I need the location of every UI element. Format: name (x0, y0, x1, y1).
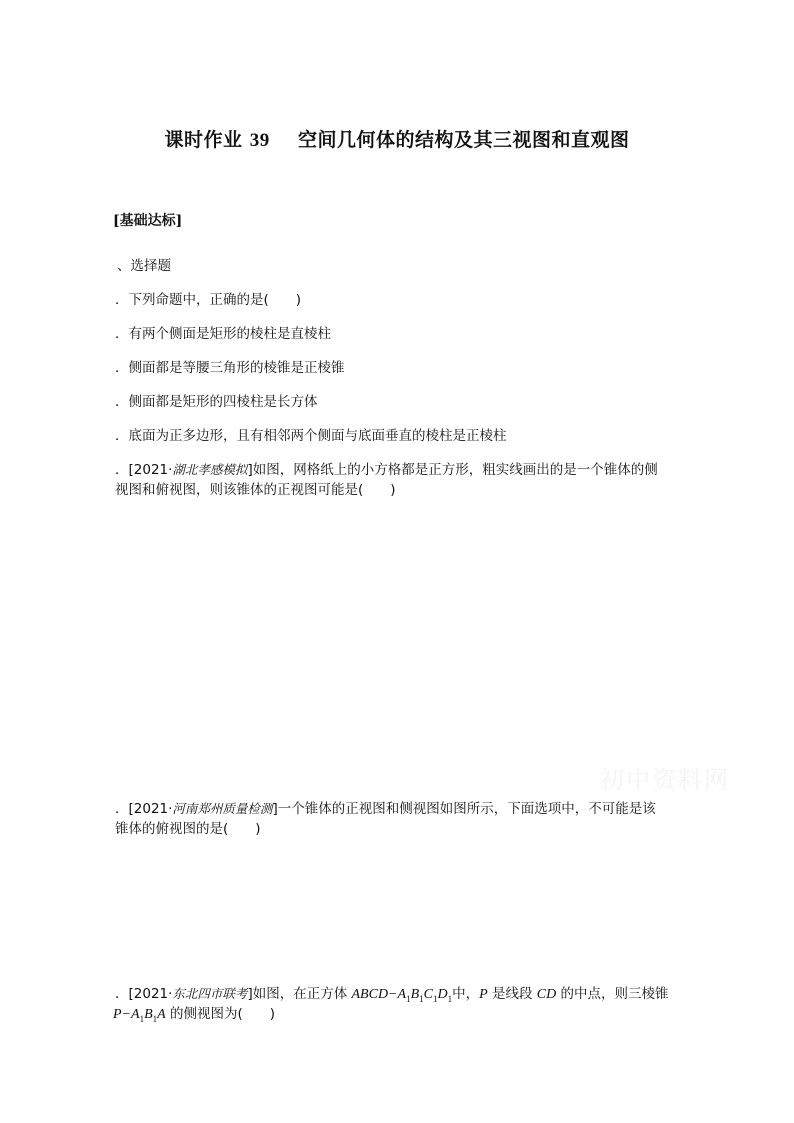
question-2-text-1: ]如图，网格纸上的小方格都是正方形，粗实线画出的是一个锥体的侧 (247, 462, 658, 478)
question-3-line-1 (115, 799, 656, 819)
question-2-line-1 (115, 460, 658, 480)
subsection-heading: 、选择题 (117, 258, 171, 274)
question-2-line-2: 视图和俯视图，则该锥体的正视图可能是( ) (115, 482, 396, 498)
question-1-option-b: ．侧面都是等腰三角形的棱锥是正棱锥 (115, 360, 345, 376)
question-3-text-1: ]一个锥体的正视图和侧视图如图所示，下面选项中，不可能是该 (272, 801, 656, 817)
question-1-option-c: ．侧面都是矩形的四棱柱是长方体 (115, 394, 318, 410)
segment-cd: CD (536, 987, 557, 1002)
section-heading: [基础达标] (113, 213, 183, 229)
question-4-source: 东北四市联考 (172, 986, 248, 1001)
question-1-stem: ．下列命题中，正确的是( ) (115, 292, 302, 308)
question-3-source: 河南郑州质量检测 (172, 801, 273, 816)
page-title (0, 125, 794, 152)
point-p: P (479, 987, 488, 1002)
cube-label: $ABCD-A_1B_1C_1D_1$ (351, 987, 453, 1004)
title-number: 39 (249, 130, 270, 151)
pyramid-label: $P-A_1B_1A$ (113, 1007, 166, 1024)
title-text: 空间几何体的结构及其三视图和直观图 (297, 129, 630, 151)
question-4-text-1d: 的中点，则三棱锥 (556, 986, 669, 1002)
watermark: 初中资料网 (600, 766, 730, 794)
question-2-lead: ．[2021· (115, 462, 173, 478)
question-4-line-2 (113, 1004, 275, 1029)
question-4-text-1a: ]如图，在正方体 (247, 986, 352, 1002)
question-4-lead: ．[2021· (115, 986, 173, 1002)
question-4-text-2: 的侧视图为( ) (165, 1006, 276, 1022)
question-1-option-a: ．有两个侧面是矩形的棱柱是直棱柱 (115, 326, 331, 342)
question-4-text-1c: 是线段 (487, 986, 537, 1002)
question-4-text-1b: 中， (452, 986, 480, 1002)
title-prefix: 课时作业 (164, 129, 243, 151)
question-3-lead: ．[2021· (115, 801, 173, 817)
question-1-option-d: ．底面为正多边形，且有相邻两个侧面与底面垂直的棱柱是正棱柱 (115, 428, 507, 444)
question-2-source: 湖北孝感模拟 (172, 462, 248, 477)
question-3-line-2: 锥体的俯视图的是( ) (115, 821, 261, 837)
